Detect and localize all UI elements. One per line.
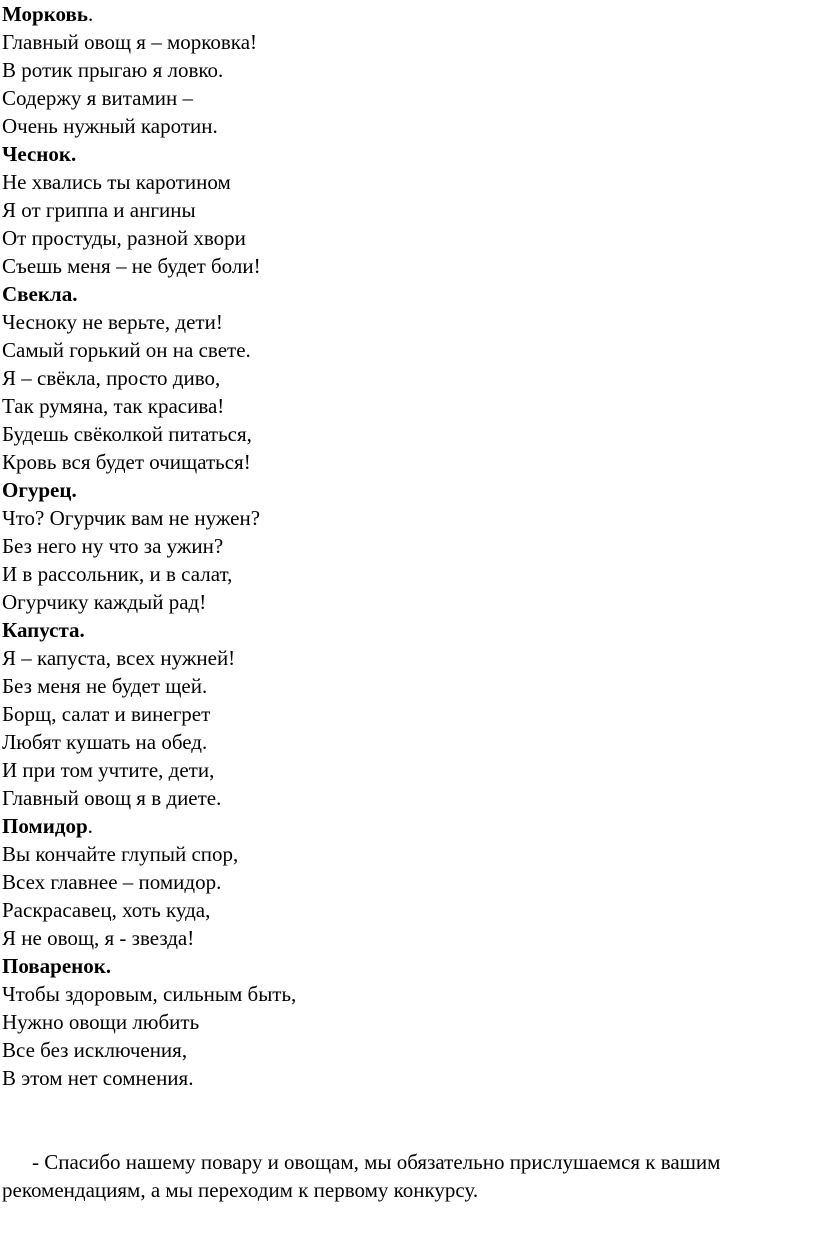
verse-line: В этом нет сомнения. — [2, 1066, 194, 1090]
verse-line: Раскрасавец, хоть куда, — [2, 898, 211, 922]
speaker-heading — [2, 0, 802, 28]
poem-section — [2, 952, 802, 1092]
verse-line: Чтобы здоровым, сильным быть, — [2, 982, 297, 1006]
verse-line: Все без исключения, — [2, 1038, 188, 1062]
speaker-name: Помидор — [2, 814, 88, 838]
poem — [2, 0, 802, 1092]
verse-line: Без него ну что за ужин? — [2, 534, 224, 558]
speaker-heading — [2, 952, 802, 980]
verse-line: Чесноку не верьте, дети! — [2, 310, 223, 334]
speaker-name: Морковь — [2, 2, 88, 26]
verse-line: И в рассольник, и в салат, — [2, 562, 233, 586]
speaker-heading — [2, 140, 802, 168]
poem-section — [2, 812, 802, 952]
verse-line: Содержу я витамин – — [2, 86, 193, 110]
verse-line: От простуды, разной хвори — [2, 226, 246, 250]
verse-line: Главный овощ я в диете. — [2, 786, 222, 810]
verse-line: В ротик прыгаю я ловко. — [2, 58, 224, 82]
poem-section — [2, 140, 802, 280]
verse-line: Любят кушать на обед. — [2, 730, 208, 754]
verse-line: Самый горький он на свете. — [2, 338, 251, 362]
verse-line: Съешь меня – не будет боли! — [2, 254, 261, 278]
speaker-name: Огурец. — [2, 478, 77, 502]
speaker-name: Чеснок. — [2, 142, 77, 166]
verse-line: Вы кончайте глупый спор, — [2, 842, 239, 866]
verse-line: Всех главнее – помидор. — [2, 870, 222, 894]
verse-line: Кровь вся будет очищаться! — [2, 450, 251, 474]
verse-line: Что? Огурчик вам не нужен? — [2, 506, 261, 530]
speaker-name: Свекла. — [2, 282, 78, 306]
poem-section — [2, 616, 802, 812]
verse-line: Борщ, салат и винегрет — [2, 702, 211, 726]
speaker-heading — [2, 280, 802, 308]
speaker-heading — [2, 812, 802, 840]
verse-line: Очень нужный каротин. — [2, 114, 218, 138]
speaker-suffix: . — [87, 2, 94, 26]
closing-paragraph: - Спасибо нашему повару и овощам, мы обязательно прислушаемся к вашим рекомендациям, а мы переходим к первому конкурсу. — [2, 1150, 721, 1202]
speaker-heading — [2, 616, 802, 644]
verse-line: Главный овощ я – морковка! — [2, 30, 258, 54]
speaker-name: Капуста. — [2, 618, 85, 642]
speaker-suffix: . — [87, 814, 93, 838]
verse-line: Без меня не будет щей. — [2, 674, 208, 698]
verse-line: Нужно овощи любить — [2, 1010, 200, 1034]
verse-line: Я – свёкла, просто диво, — [2, 366, 221, 390]
verse-line: Огурчику каждый рад! — [2, 590, 207, 614]
verse-line: Я не овощ, я - звезда! — [2, 926, 195, 950]
speaker-heading — [2, 476, 802, 504]
verse-line: Я от гриппа и ангины — [2, 198, 196, 222]
poem-section — [2, 476, 802, 616]
verse-line: Так румяна, так красива! — [2, 394, 225, 418]
verse-line: Не хвались ты каротином — [2, 170, 231, 194]
verse-line: И при том учтите, дети, — [2, 758, 215, 782]
speaker-name: Поваренок. — [2, 954, 112, 978]
verse-line: Я – капуста, всех нужней! — [2, 646, 236, 670]
verse-line: Будешь свёколкой питаться, — [2, 422, 252, 446]
poem-section — [2, 0, 802, 140]
poem-section — [2, 280, 802, 476]
